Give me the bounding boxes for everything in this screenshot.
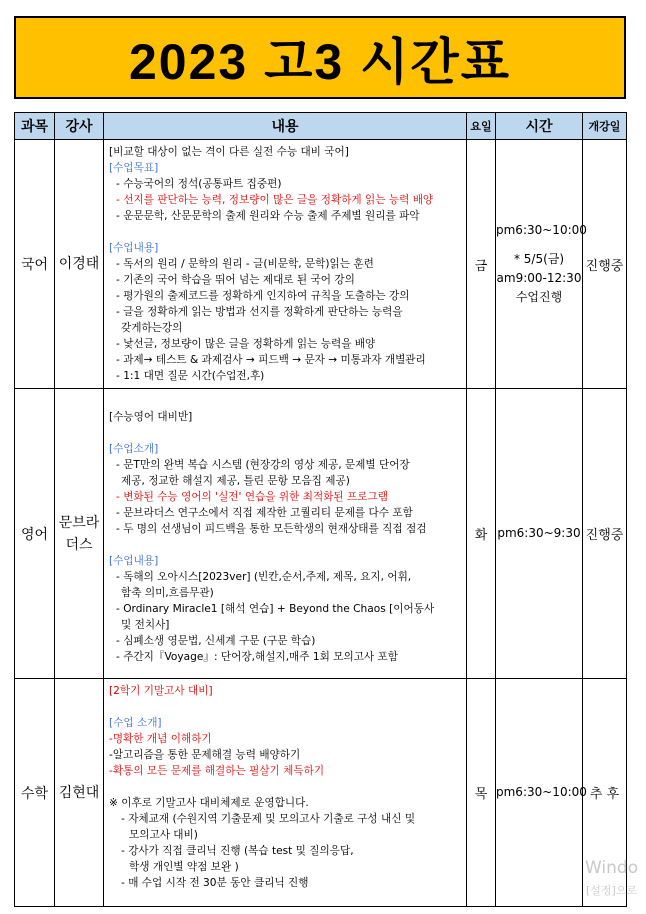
content-line: 제공, 정교한 해설지 제공, 틀린 문항 모음집 제공) [121, 475, 350, 487]
spacer [109, 699, 462, 715]
time-line: pm6:30~9:30 [497, 526, 581, 540]
content-line: [수능영어 대비반] [109, 411, 193, 423]
content-line: 모의고사 대비) [129, 829, 198, 841]
header-open: 개강일 [583, 113, 627, 140]
time-cell [496, 140, 587, 389]
spacer [109, 224, 462, 240]
header-teacher: 강사 [55, 113, 104, 140]
content-line: -알고리즘을 통한 문제해결 능력 배양하기 [109, 749, 301, 761]
content-line: - 독해의 오아시스[2023ver] (빈칸,순서,주제, 제목, 요지, 어휘, [116, 571, 412, 583]
content-line: [수업목표] [109, 162, 159, 174]
content-line: - 독서의 원리 / 문학의 원리 - 글(비문학, 문학)읽는 훈련 [116, 258, 374, 270]
content-line: [2학기 기말고사 대비] [109, 685, 213, 697]
time-line: * 5/5(금) [513, 252, 565, 266]
content-line: - 심폐소생 영문법, 신세계 구문 (구문 학습) [116, 635, 316, 647]
day-cell: 목 [467, 679, 496, 907]
content-line: 갖게하는강의 [121, 322, 183, 334]
time-line [496, 240, 582, 250]
content-cell [104, 389, 467, 679]
content-line: 함축 의미,흐름무관) [121, 587, 214, 599]
page-title: 2023 고3 시간표 [128, 33, 512, 90]
row-korean [15, 140, 627, 389]
windows-activation-watermark: Windo [585, 858, 639, 878]
time-cell [496, 389, 583, 679]
day-cell: 화 [467, 389, 496, 679]
content-line: -명확한 개념 이해하기 [109, 733, 212, 745]
content-cell [104, 679, 467, 907]
subject-cell: 수학 [15, 679, 55, 907]
content-line: - 매 수업 시작 전 30분 동안 클리닉 진행 [121, 877, 309, 889]
day-cell: 금 [467, 140, 496, 389]
content-line: - 평가원의 출제코드를 정확하게 인지하여 규칙을 도출하는 강의 [116, 290, 410, 302]
time-line: pm6:30~10:00 [496, 223, 587, 237]
content-line: - 선지를 판단하는 능력, 정보량이 많은 글을 정확하게 읽는 능력 배양 [116, 194, 434, 206]
content-line: - 낯선글, 정보량이 많은 글을 정확하게 읽는 능력을 배양 [116, 338, 376, 350]
header-content: 내용 [104, 113, 467, 140]
content-line: - 수능국어의 정석(공통파트 집중편) [116, 178, 282, 190]
time-line: am9:00-12:30 [496, 271, 582, 285]
spacer [109, 779, 462, 795]
header-time: 시간 [496, 113, 583, 140]
content-line: -확통의 모든 문제를 해결하는 필살기 체득하기 [109, 765, 325, 777]
content-line: - 변화된 수능 영어의 '실전' 연습을 위한 최적화된 프로그램 [116, 491, 388, 503]
header-day: 요일 [467, 113, 496, 140]
content-cell [104, 140, 467, 389]
open-cell: 진행중 [583, 389, 627, 679]
content-line: - 기존의 국어 학습을 뛰어 넘는 제대로 된 국어 강의 [116, 274, 355, 286]
open-cell: 추 후 [583, 679, 627, 907]
open-cell: 진행중 [583, 140, 627, 389]
spacer [109, 393, 462, 409]
content-line: 학생 개인별 약점 보완 ) [129, 861, 239, 873]
time-line: 수업진행 [515, 290, 563, 304]
teacher-cell: 김현대 [55, 679, 104, 907]
time-cell [496, 679, 587, 907]
content-line: - 두 명의 선생님이 피드백을 통한 모든학생의 현재상태를 직접 점검 [116, 523, 427, 535]
content-line: [수업내용] [109, 555, 159, 567]
content-line: [수업소개] [109, 443, 159, 455]
teacher-line: 문브라 [58, 514, 100, 531]
content-line: - 글을 정확하게 읽는 방법과 선지를 정확하게 판단하는 능력을 [116, 306, 403, 318]
spacer [109, 425, 462, 441]
content-line: - Ordinary Miracle1 [해석 연습] + Beyond the Chaos [이어동사 [116, 603, 435, 615]
content-line: - 문브라더스 연구소에서 직접 제작한 고퀄리티 문제를 다수 포함 [116, 507, 413, 519]
content-line: - 과제→ 테스트 & 과제검사 → 피드백 → 문자 → 미통과자 개별관리 [116, 354, 426, 366]
content-line: [수업내용] [109, 242, 159, 254]
teacher-cell [55, 389, 104, 679]
teacher-cell: 이경태 [55, 140, 104, 389]
content-line: 및 전치사] [121, 619, 170, 631]
header-subject: 과목 [15, 113, 55, 140]
content-line: - 강사가 직접 클리닉 진행 (복습 test 및 질의응답, [121, 845, 354, 857]
title-banner [14, 16, 626, 99]
header-row [15, 113, 627, 140]
content-line: - 문T만의 완벽 복습 시스템 (현장강의 영상 제공, 문제별 단어장 [116, 459, 410, 471]
content-line: - 주간지『Voyage』: 단어장,해설지,매주 1회 모의고사 포함 [116, 651, 399, 663]
subject-cell: 국어 [15, 140, 55, 389]
row-math [15, 679, 627, 907]
subject-cell: 영어 [15, 389, 55, 679]
content-line: - 1:1 대면 질문 시간(수업전,후) [116, 370, 265, 382]
time-line: pm6:30~10:00 [496, 785, 587, 799]
content-line: ※ 이후로 기말고사 대비체제로 운영합니다. [109, 797, 309, 809]
windows-activation-hint: [설정]으로 [586, 884, 638, 897]
teacher-line: 더스 [65, 536, 93, 553]
spacer [109, 537, 462, 553]
content-line: - 운문문학, 산문문학의 출제 원리와 수능 출제 주제별 원리를 파악 [116, 210, 420, 222]
row-english [15, 389, 627, 679]
schedule-table [14, 112, 627, 907]
content-line: [수업 소개] [109, 717, 162, 729]
content-line: [비교할 대상이 없는 격이 다른 실전 수능 대비 국어] [109, 146, 349, 158]
content-line: - 자체교재 (수원지역 기출문제 및 모의고사 기출로 구성 내신 및 [121, 813, 416, 825]
